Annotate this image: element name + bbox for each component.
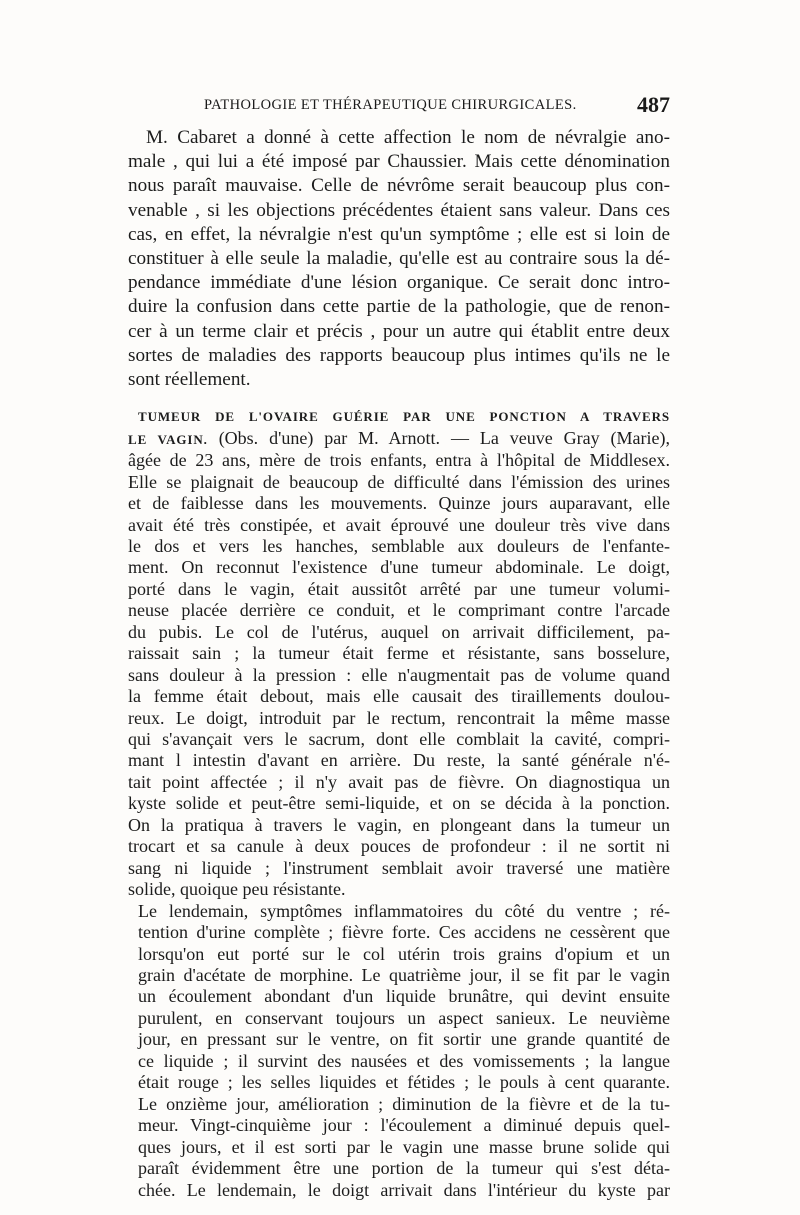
text-line: la femme était debout, mais elle causait des tiraillements doulou- — [128, 686, 670, 707]
case-heading-end: LE VAGIN. — [128, 431, 208, 447]
text-line: qui s'avançait vers le sacrum, dont elle comblait la cavité, compri- — [128, 729, 670, 750]
text-line: mant l intestin d'avant en arrière. Du reste, la santé générale n'é- — [128, 750, 670, 771]
running-head — [176, 94, 670, 118]
case-intro: (Obs. d'une) par M. Arnott. — La veuve Gray (Marie), — [207, 427, 670, 448]
text-line: solide, quoique peu résistante. — [128, 879, 346, 900]
text-line: duire la confusion dans cette partie de la pathologie, que de renon- — [128, 296, 670, 318]
text-line: cas, en effet, la névralgie n'est qu'un symptôme ; elle est si loin de — [128, 223, 670, 245]
text-line: On la pratiqua à travers le vagin, en plongeant dans la tumeur un — [128, 814, 670, 835]
text-line: kyste solide et peut-être semi-liquide, et on se décida à la ponction. — [128, 793, 670, 814]
text-line: neuse placée derrière ce conduit, et le comprimant contre l'arcade — [128, 600, 670, 621]
text-line: paraît évidemment être une portion de la tumeur qui s'est déta- — [138, 1158, 670, 1179]
text-line — [128, 428, 670, 450]
paragraph-case-report — [128, 405, 670, 900]
text-line: tait point affectée ; il n'y avait pas de fièvre. On diagnostiqua un — [128, 771, 670, 792]
text-line: du pubis. Le col de l'utérus, auquel on arrivait difficilement, pa- — [128, 621, 670, 642]
body-text — [128, 126, 670, 1201]
text-line: un écoulement abondant d'un liquide brunâtre, qui devint ensuite — [138, 986, 670, 1007]
text-line: trocart et sa canule à deux pouces de profondeur : il ne sortit ni — [128, 836, 670, 857]
case-heading-line — [128, 405, 670, 427]
text-line: le dos et vers les hanches, semblable aux douleurs de l'enfante- — [128, 535, 670, 556]
text-line: chée. Le lendemain, le doigt arrivait dans l'intérieur du kyste par — [138, 1179, 670, 1200]
case-heading: TUMEUR DE L'OVAIRE GUÉRIE PAR UNE PONCTION A TRAVERS — [138, 409, 670, 425]
text-line: M. Cabaret a donné à cette affection le nom de névralgie ano- — [146, 127, 670, 148]
text-line: reux. Le doigt, introduit par le rectum, rencontrait la même masse — [128, 707, 670, 728]
text-line: jour, en pressant sur le ventre, on fit sortir une grande quantité de — [138, 1029, 670, 1050]
text-line: venable , si les objections précédentes étaient sans valeur. Dans ces — [128, 199, 670, 221]
text-line: lorsqu'on eut porté sur le col utérin trois grains d'opium et un — [138, 943, 670, 964]
text-line: sang ni liquide ; l'instrument semblait avoir traversé une matière — [128, 857, 670, 878]
text-line: sans douleur à la pression : elle n'augmentait pas de volume quand — [128, 664, 670, 685]
text-line: ce liquide ; il survint des nausées et des vomissements ; la langue — [138, 1050, 670, 1071]
text-line: purulent, en conservant toujours un aspect sanieux. Le neuvième — [138, 1007, 670, 1028]
text-line: pendance immédiate d'une lésion organique. Ce serait donc intro- — [128, 272, 670, 294]
text-line: tention d'urine complète ; fièvre forte. Ces accidens ne cessèrent que — [138, 922, 670, 943]
text-line: cer à un terme clair et précis , pour un autre qui établit entre deux — [128, 320, 670, 342]
text-line: âgée de 23 ans, mère de trois enfants, entra à l'hôpital de Middlesex. — [128, 450, 670, 471]
text-line: Elle se plaignait de beaucoup de difficulté dans l'émission des urines — [128, 471, 670, 492]
text-line: Le lendemain, symptômes inflammatoires du côté du ventre ; ré- — [138, 900, 670, 921]
text-line: constituer à elle seule la maladie, qu'elle est au contraire sous la dé- — [128, 248, 670, 270]
text-line: grain d'acétate de morphine. Le quatrième jour, il se fit par le vagin — [138, 965, 670, 986]
text-line: raissait sain ; la tumeur était ferme et résistante, sans bosselure, — [128, 643, 670, 664]
page-number: 487 — [637, 92, 670, 117]
text-line: porté dans le vagin, était aussitôt arrêté par une tumeur volumi- — [128, 578, 670, 599]
text-line: ment. On reconnut l'existence d'une tumeur abdominale. Le doigt, — [128, 557, 670, 578]
text-line: avait été très constipée, et avait éprouvé une douleur très vive dans — [128, 514, 670, 535]
text-line: sortes de maladies des rapports beaucoup plus intimes qu'ils ne le — [128, 344, 670, 366]
running-title: PATHOLOGIE ET THÉRAPEUTIQUE CHIRURGICALES. — [204, 97, 577, 113]
text-line: était rouge ; les selles liquides et fétides ; le pouls à cent quarante. — [138, 1072, 670, 1093]
text-line: meur. Vingt-cinquième jour : l'écoulement a diminué depuis quel- — [138, 1115, 670, 1136]
text-line: nous paraît mauvaise. Celle de névrôme serait beaucoup plus con- — [128, 175, 670, 197]
paragraph-case-followup — [128, 901, 670, 1201]
text-line: et de faiblesse dans les mouvements. Quinze jours auparavant, elle — [128, 493, 670, 514]
text-line: ques jours, et il est sorti par le vagin une masse brune solide qui — [138, 1136, 670, 1157]
text-line: Le onzième jour, amélioration ; diminution de la fièvre et de la tu- — [138, 1093, 670, 1114]
paragraph-neuralgia — [128, 126, 670, 392]
text-line: male , qui lui a été imposé par Chaussier. Mais cette dénomination — [128, 151, 670, 173]
text-line: sont réellement. — [128, 369, 251, 391]
